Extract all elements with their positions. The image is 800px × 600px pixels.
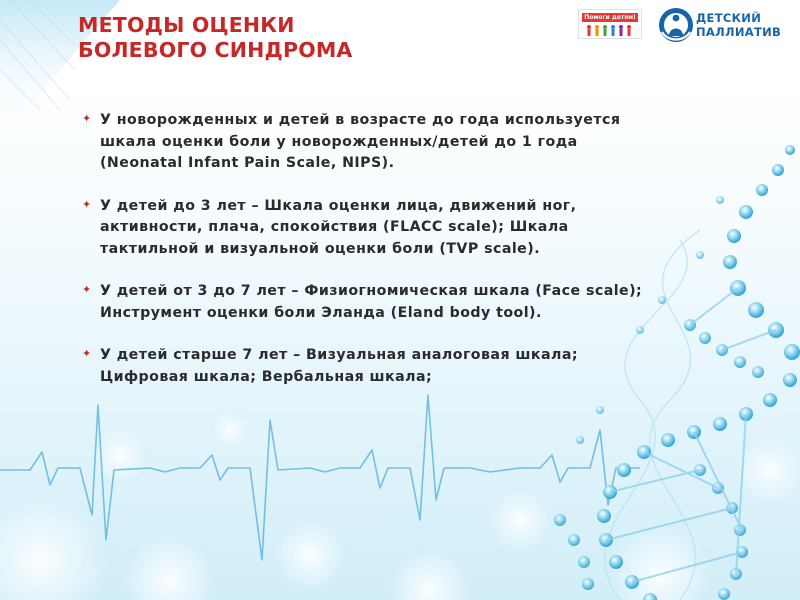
bullet-text (100, 283, 642, 321)
bullet-line: тактильной и визуальной оценки боли (TVP scale). (100, 240, 541, 257)
bullet-line: У новорожденных и детей в возрасте до года используется (100, 112, 621, 128)
bullet-text (100, 112, 620, 171)
title-line-1: МЕТОДЫ ОЦЕНКИ (78, 13, 295, 37)
slide-title (78, 13, 353, 63)
bullet-line: Инструмент оценки боли Эланда (Eland body tool). (100, 304, 542, 321)
title-line-2: БОЛЕВОГО СИНДРОМА (78, 38, 353, 62)
children-figures-icon (585, 24, 637, 38)
charity-logo-label: Помоги детям! (584, 14, 636, 21)
bullet-star-icon: ✦ (82, 112, 92, 125)
bullet-line: шкала оценки боли у новорожденных/детей до 1 года (100, 133, 578, 150)
bullet-line: У детей до 3 лет – Шкала оценки лица, движений ног, (100, 197, 577, 214)
bullet-star-icon: ✦ (82, 283, 92, 296)
bullet-item-flacc (82, 196, 722, 261)
bullet-line: (Neonatal Infant Pain Scale, NIPS). (100, 155, 395, 171)
palliative-line-1: ДЕТСКИЙ (696, 11, 762, 25)
bullet-item-nips (82, 110, 722, 175)
palliative-logo (658, 6, 798, 44)
charity-logo (578, 9, 642, 39)
bullet-line: У детей старше 7 лет – Визуальная аналоговая шкала; (100, 347, 579, 363)
charity-logo-band (582, 13, 638, 22)
bullet-text (100, 198, 576, 257)
bullet-item-visual-analog (82, 345, 722, 388)
palliative-emblem-icon (658, 6, 694, 44)
bullet-star-icon: ✦ (82, 197, 92, 211)
bullet-item-face-scale (82, 281, 722, 324)
palliative-logo-text (696, 11, 781, 39)
bullet-line: Цифровая шкала; Вербальная шкала; (100, 368, 433, 385)
bullet-list (82, 110, 722, 388)
bullet-star-icon: ✦ (82, 347, 92, 360)
bullet-line: У детей от 3 до 7 лет – Физиогномическая шкала (Face scale); (100, 283, 643, 299)
palliative-line-2: ПАЛЛИАТИВ (696, 25, 782, 39)
bullet-text (100, 347, 578, 385)
bullet-line: активности, плача, спокойствия (FLACC scale); Шкала (100, 219, 569, 235)
